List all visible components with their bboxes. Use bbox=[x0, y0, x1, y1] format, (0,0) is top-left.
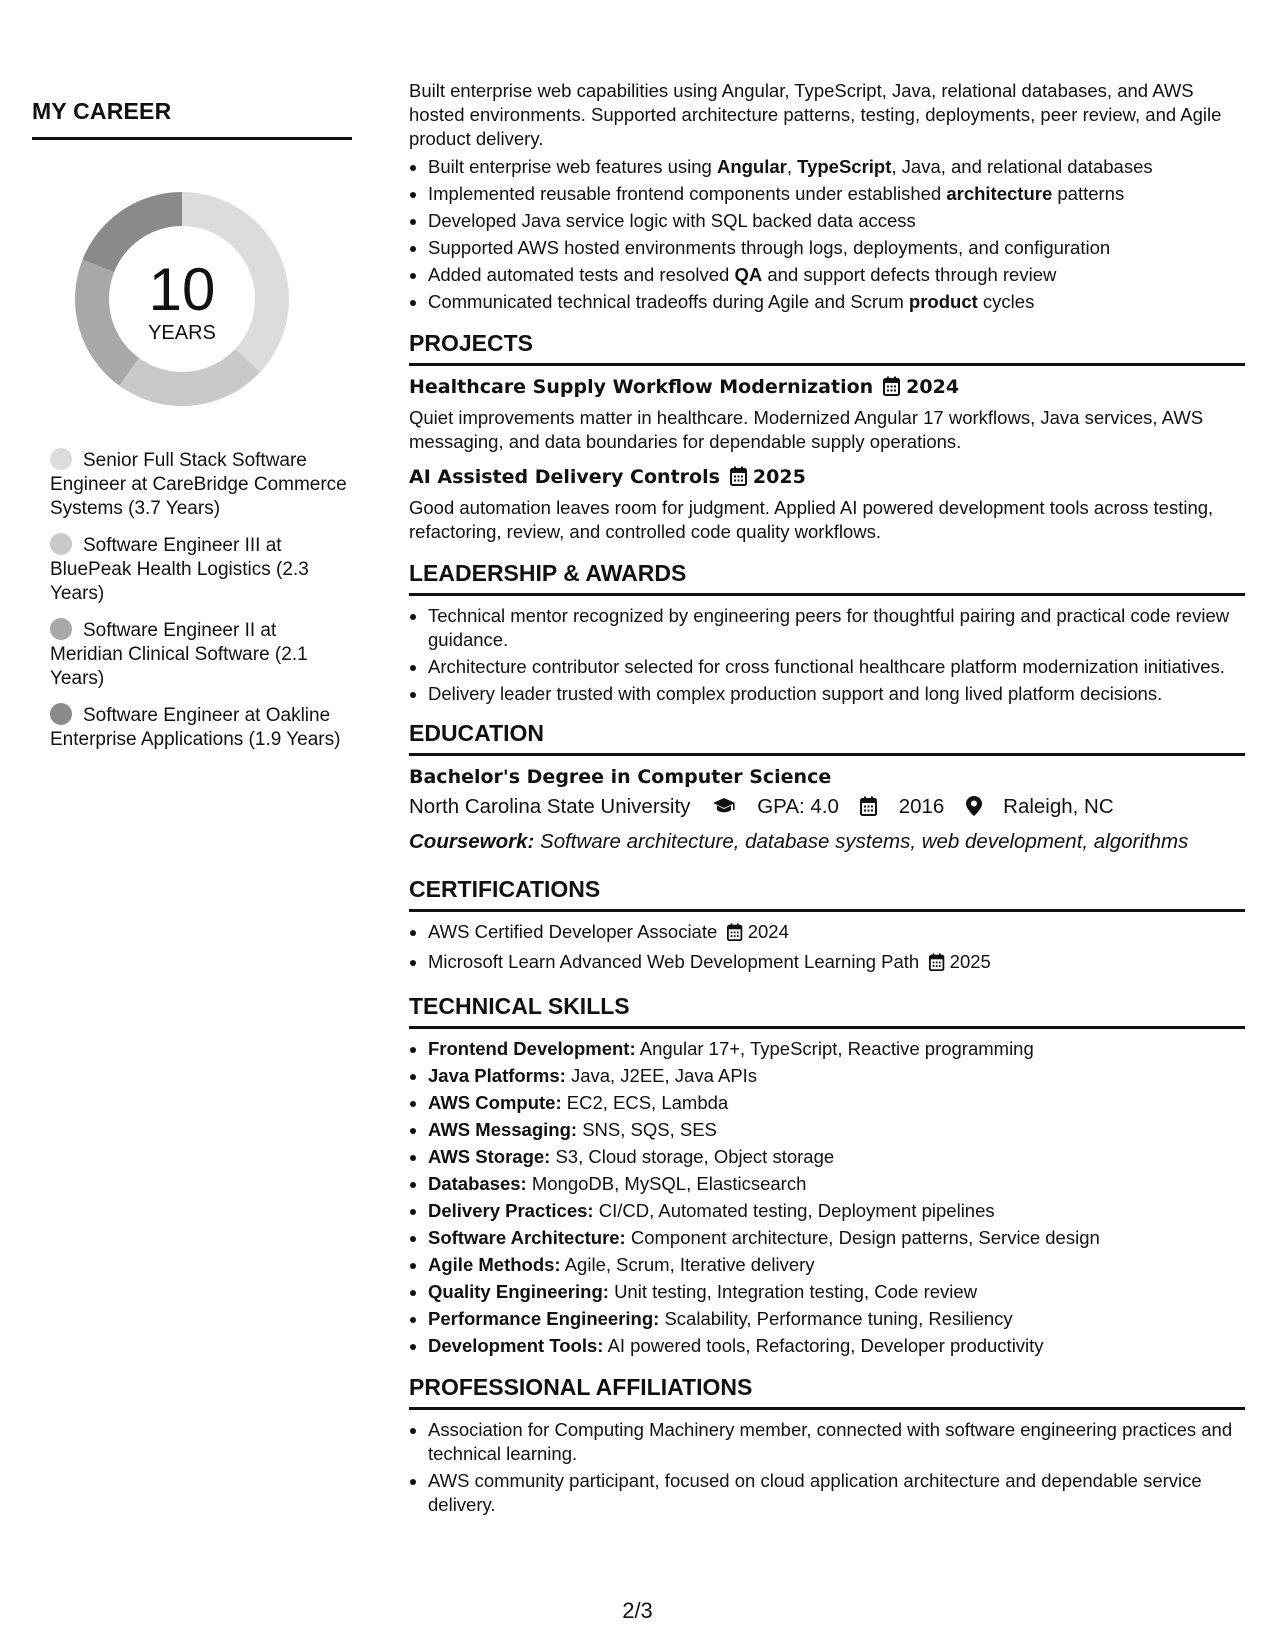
skill-value: Angular 17+, TypeScript, Reactive programming bbox=[639, 1038, 1034, 1059]
leadership-item: • Technical mentor recognized by engineering peers for thoughtful pairing and practical code review guidance. bbox=[428, 604, 1245, 652]
legend-swatch bbox=[50, 448, 72, 470]
skill-item bbox=[428, 1334, 1245, 1358]
coursework-text: Software architecture, database systems, web development, algorithms bbox=[540, 830, 1189, 853]
project-title-row bbox=[409, 376, 1245, 401]
legend-label: Software Engineer III at BluePeak Health Logistics (2.3 Years) bbox=[50, 535, 309, 604]
skill-value: Java, J2EE, Java APIs bbox=[570, 1065, 758, 1086]
career-sidebar bbox=[32, 98, 352, 764]
school-location: Raleigh, NC bbox=[1003, 795, 1114, 818]
keyword: product bbox=[908, 291, 978, 312]
text-segment: Built enterprise web features using bbox=[428, 156, 717, 177]
skill-value: Scalability, Performance tuning, Resiliency bbox=[664, 1308, 1013, 1329]
text-segment: Developed Java service logic with SQL backed data access bbox=[428, 210, 916, 231]
coursework bbox=[409, 830, 1245, 854]
skill-item bbox=[428, 1118, 1245, 1142]
skill-label: Development Tools: bbox=[428, 1335, 604, 1356]
keyword: architecture bbox=[946, 183, 1053, 204]
map-pin-icon bbox=[966, 796, 982, 822]
skill-item bbox=[428, 1253, 1245, 1277]
experience-bullets bbox=[409, 155, 1245, 314]
text-segment: Implemented reusable frontend components under established bbox=[428, 183, 947, 204]
skill-label: AWS Messaging: bbox=[428, 1119, 578, 1140]
leadership-item: • Delivery leader trusted with complex production support and long lived platform decisions. bbox=[428, 682, 1245, 706]
projects-heading: PROJECTS bbox=[409, 330, 1245, 366]
affiliation-item: • Association for Computing Machinery member, connected with software engineering practices and technical learning. bbox=[428, 1418, 1245, 1466]
skill-value: Unit testing, Integration testing, Code review bbox=[614, 1281, 978, 1302]
affiliation-item: • AWS community participant, focused on cloud application architecture and dependable service delivery. bbox=[428, 1469, 1245, 1517]
graduation-cap-icon bbox=[712, 796, 736, 822]
donut-center bbox=[67, 184, 297, 414]
legend-label: Software Engineer II at Meridian Clinical Software (2.1 Years) bbox=[50, 620, 308, 689]
keyword: TypeScript bbox=[797, 156, 892, 177]
skill-value: EC2, ECS, Lambda bbox=[566, 1092, 729, 1113]
graduation-year: 2016 bbox=[898, 795, 945, 818]
total-years-unit: YEARS bbox=[148, 322, 216, 344]
skill-item bbox=[428, 1226, 1245, 1250]
skill-label: Delivery Practices: bbox=[428, 1200, 594, 1221]
career-legend-item bbox=[50, 703, 352, 752]
experience-bullet bbox=[428, 209, 1245, 233]
text-segment: patterns bbox=[1052, 183, 1125, 204]
text-segment: and support defects through review bbox=[762, 264, 1057, 285]
skill-value: Agile, Scrum, Iterative delivery bbox=[564, 1254, 815, 1275]
skill-label: Quality Engineering: bbox=[428, 1281, 609, 1302]
project-year: 2024 bbox=[906, 376, 960, 398]
affiliations-list bbox=[409, 1418, 1245, 1517]
career-donut-chart bbox=[67, 184, 297, 414]
certification-name: Microsoft Learn Advanced Web Development Learning Path bbox=[428, 951, 920, 972]
education-details bbox=[409, 795, 1245, 822]
certifications-list bbox=[409, 920, 1245, 977]
page-number: 2/3 bbox=[622, 1598, 653, 1623]
career-legend bbox=[50, 448, 352, 752]
total-years-value: 10 bbox=[148, 256, 216, 323]
coursework-label: Coursework: bbox=[409, 830, 535, 853]
skill-label: AWS Storage: bbox=[428, 1146, 551, 1167]
skill-value: S3, Cloud storage, Object storage bbox=[555, 1146, 835, 1167]
affiliations-heading: PROFESSIONAL AFFILIATIONS bbox=[409, 1374, 1245, 1410]
skill-value: AI powered tools, Refactoring, Developer productivity bbox=[607, 1335, 1044, 1356]
career-legend-item bbox=[50, 533, 352, 606]
skill-label: Java Platforms: bbox=[428, 1065, 566, 1086]
text-segment: cycles bbox=[977, 291, 1035, 312]
project-title-row bbox=[409, 466, 1245, 491]
project-title: AI Assisted Delivery Controls bbox=[409, 466, 720, 488]
calendar-icon bbox=[883, 376, 900, 401]
legend-swatch bbox=[50, 703, 72, 725]
skill-value: MongoDB, MySQL, Elasticsearch bbox=[531, 1173, 807, 1194]
school-name: North Carolina State University bbox=[409, 795, 691, 818]
skills-list bbox=[409, 1037, 1245, 1358]
calendar-icon bbox=[860, 796, 877, 822]
skill-item bbox=[428, 1037, 1245, 1061]
skill-item bbox=[428, 1280, 1245, 1304]
experience-bullet bbox=[428, 236, 1245, 260]
text-segment: Supported AWS hosted environments through logs, deployments, and configuration bbox=[428, 237, 1111, 258]
skill-item bbox=[428, 1307, 1245, 1331]
career-title: MY CAREER bbox=[32, 98, 172, 124]
certification-name: AWS Certified Developer Associate bbox=[428, 921, 718, 942]
leadership-heading: LEADERSHIP & AWARDS bbox=[409, 560, 1245, 596]
legend-swatch bbox=[50, 533, 72, 555]
experience-bullet bbox=[428, 155, 1245, 179]
degree-title: Bachelor's Degree in Computer Science bbox=[409, 766, 832, 788]
skill-item bbox=[428, 1172, 1245, 1196]
certification-item bbox=[428, 920, 1245, 947]
skill-value: SNS, SQS, SES bbox=[582, 1119, 717, 1140]
keyword: Angular bbox=[716, 156, 787, 177]
main-column bbox=[409, 79, 1245, 1520]
skill-label: Performance Engineering: bbox=[428, 1308, 660, 1329]
keyword: QA bbox=[734, 264, 763, 285]
calendar-icon bbox=[727, 923, 742, 947]
legend-label: Software Engineer at Oakline Enterprise Applications (1.9 Years) bbox=[50, 705, 341, 750]
project-title: Healthcare Supply Workflow Modernization bbox=[409, 376, 874, 398]
skill-value: Component architecture, Design patterns, Service design bbox=[630, 1227, 1100, 1248]
experience-bullet bbox=[428, 182, 1245, 206]
experience-bullet bbox=[428, 290, 1245, 314]
leadership-list bbox=[409, 604, 1245, 706]
legend-swatch bbox=[50, 618, 72, 640]
skills-heading: TECHNICAL SKILLS bbox=[409, 993, 1245, 1029]
skill-item bbox=[428, 1199, 1245, 1223]
skill-item bbox=[428, 1091, 1245, 1115]
certification-item bbox=[428, 950, 1245, 977]
text-segment: , Java, and relational databases bbox=[891, 156, 1153, 177]
project-description: Good automation leaves room for judgment. Applied AI powered development tools across testing, refactoring, review, and controlled code quality workflows. bbox=[409, 497, 1214, 542]
skill-label: Frontend Development: bbox=[428, 1038, 636, 1059]
skill-label: Agile Methods: bbox=[428, 1254, 561, 1275]
text-segment: Added automated tests and resolved bbox=[428, 264, 735, 285]
career-legend-item bbox=[50, 618, 352, 691]
calendar-icon bbox=[730, 466, 747, 491]
certification-year: 2025 bbox=[949, 951, 991, 972]
skill-item bbox=[428, 1145, 1245, 1169]
experience-intro: Built enterprise web capabilities using Angular, TypeScript, Java, relational databases, and AWS hosted environments. Supported architecture patterns, testing, deployments, peer review, and Agile product delivery. bbox=[409, 80, 1222, 149]
skill-label: AWS Compute: bbox=[428, 1092, 562, 1113]
leadership-item: • Architecture contributor selected for cross functional healthcare platform modernization initiatives. bbox=[428, 655, 1245, 679]
project-year: 2025 bbox=[752, 466, 806, 488]
certification-year: 2024 bbox=[747, 921, 789, 942]
skill-label: Software Architecture: bbox=[428, 1227, 626, 1248]
career-title-rule bbox=[32, 137, 352, 140]
project-description: Quiet improvements matter in healthcare. Modernized Angular 17 workflows, Java services, AWS messaging, and data boundaries for dependable supply operations. bbox=[409, 407, 1204, 452]
experience-bullet bbox=[428, 263, 1245, 287]
skill-item bbox=[428, 1064, 1245, 1088]
certifications-heading: CERTIFICATIONS bbox=[409, 876, 1245, 912]
projects-list bbox=[409, 376, 1245, 544]
skill-value: CI/CD, Automated testing, Deployment pipelines bbox=[598, 1200, 995, 1221]
legend-label: Senior Full Stack Software Engineer at CareBridge Commerce Systems (3.7 Years) bbox=[50, 450, 347, 519]
text-segment: , bbox=[786, 156, 798, 177]
education-heading: EDUCATION bbox=[409, 720, 1245, 756]
gpa: GPA: 4.0 bbox=[757, 795, 839, 818]
text-segment: Communicated technical tradeoffs during Agile and Scrum bbox=[428, 291, 909, 312]
skill-label: Databases: bbox=[428, 1173, 527, 1194]
calendar-icon bbox=[929, 953, 944, 977]
career-legend-item bbox=[50, 448, 352, 521]
